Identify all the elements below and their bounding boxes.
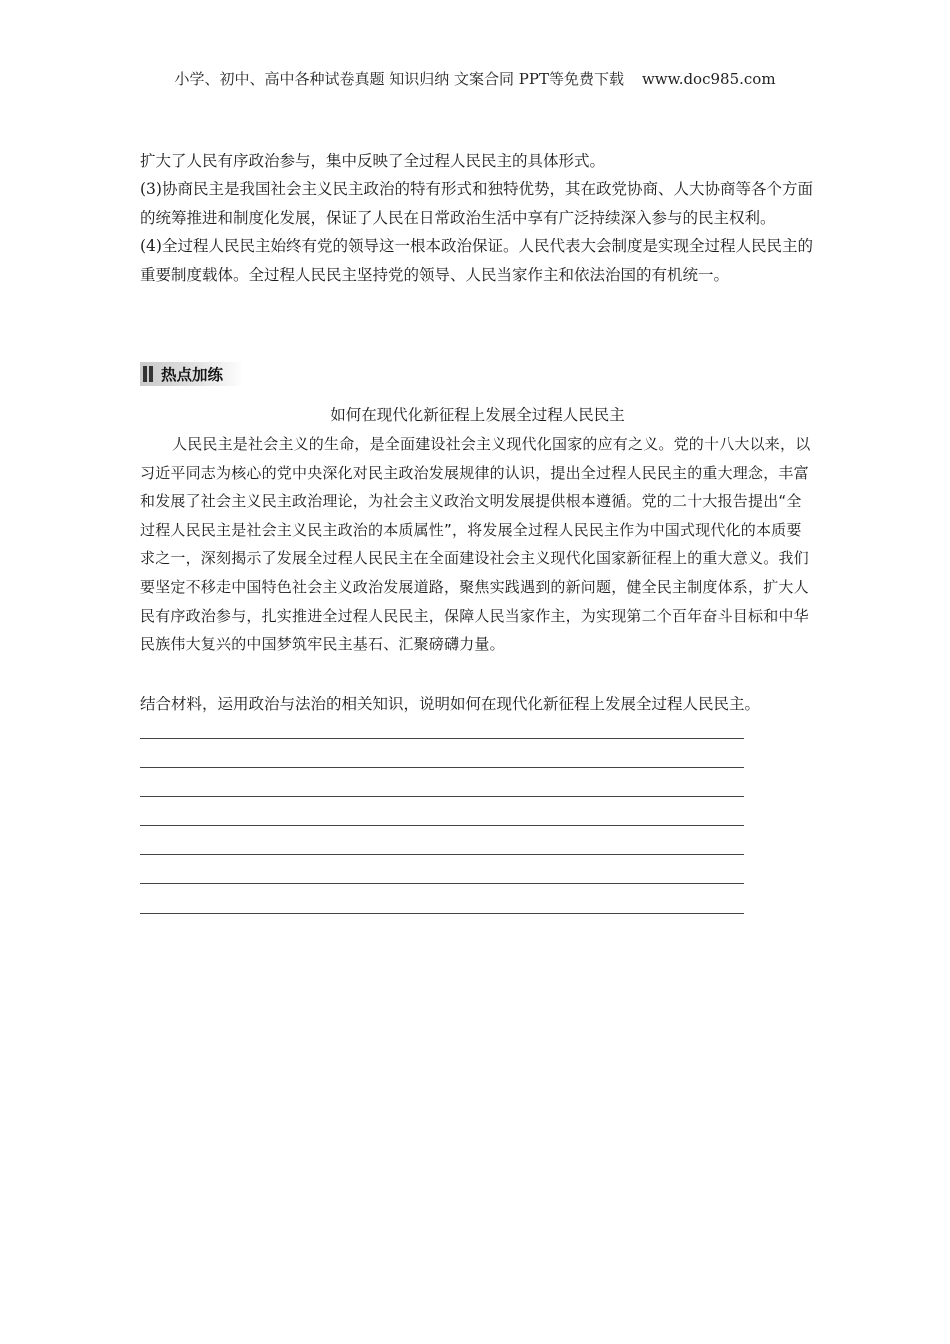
answer-line[interactable] — [140, 913, 744, 914]
page-header — [0, 68, 950, 89]
paragraph-2: (3)协商民主是我国社会主义民主政治的特有形式和独特优势，其在政党协商、人大协商等各个方面的统筹推进和制度化发展，保证了人民在日常政治生活中享有广泛持续深入参与的民主权利。 — [140, 180, 813, 227]
answer-line[interactable] — [140, 767, 744, 768]
section-marker-icon — [149, 366, 153, 382]
answer-line[interactable] — [140, 883, 744, 884]
header-site: www.doc985.com — [641, 70, 776, 88]
answer-line[interactable] — [140, 854, 744, 855]
article-body: 人民民主是社会主义的生命，是全面建设社会主义现代化国家的应有之义。党的十八大以来，以习近平同志为核心的党中央深化对民主政治发展规律的认识，提出全过程人民民主的重大理念，丰富和发展了社会主义民主政治理论，为社会主义政治文明发展提供根本遵循。党的二十大报告提出“全过程人民民主是社会主义民主政治的本质属性”，将发展全过程人民民主作为中国式现代化的本质要求之一，深刻揭示了发展全过程人民民主在全面建设社会主义现代化国家新征程上的重大意义。我们要坚定不移走中国特色社会主义政治发展道路，聚焦实践遇到的新问题，健全民主制度体系，扩大人民有序政治参与，扎实推进全过程人民民主，保障人民当家作主，为实现第二个百年奋斗目标和中华民族伟大复兴的中国梦筑牢民主基石、汇聚磅礴力量。 — [140, 435, 811, 654]
answer-continuation — [140, 147, 815, 289]
header-text: 小学、初中、高中各种试卷真题 知识归纳 文案合同 PPT等免费下载 — [174, 70, 624, 88]
question-prompt: 结合材料，运用政治与法治的相关知识，说明如何在现代化新征程上发展全过程人民民主。 — [140, 695, 761, 713]
answer-line[interactable] — [140, 825, 744, 826]
answer-line[interactable] — [140, 796, 744, 797]
section-heading — [140, 362, 244, 386]
section-label: 热点加练 — [161, 366, 224, 384]
paragraph-1: 扩大了人民有序政治参与，集中反映了全过程人民民主的具体形式。 — [140, 152, 606, 170]
paragraph-3: (4)全过程人民民主始终有党的领导这一根本政治保证。人民代表大会制度是实现全过程人民民主的重要制度载体。全过程人民民主坚持党的领导、人民当家作主和依法治国的有机统一。 — [140, 237, 813, 284]
answer-line[interactable] — [140, 738, 744, 739]
section-marker-icon — [143, 366, 147, 382]
article-title: 如何在现代化新征程上发展全过程人民民主 — [330, 406, 625, 424]
answer-lines — [140, 738, 744, 942]
